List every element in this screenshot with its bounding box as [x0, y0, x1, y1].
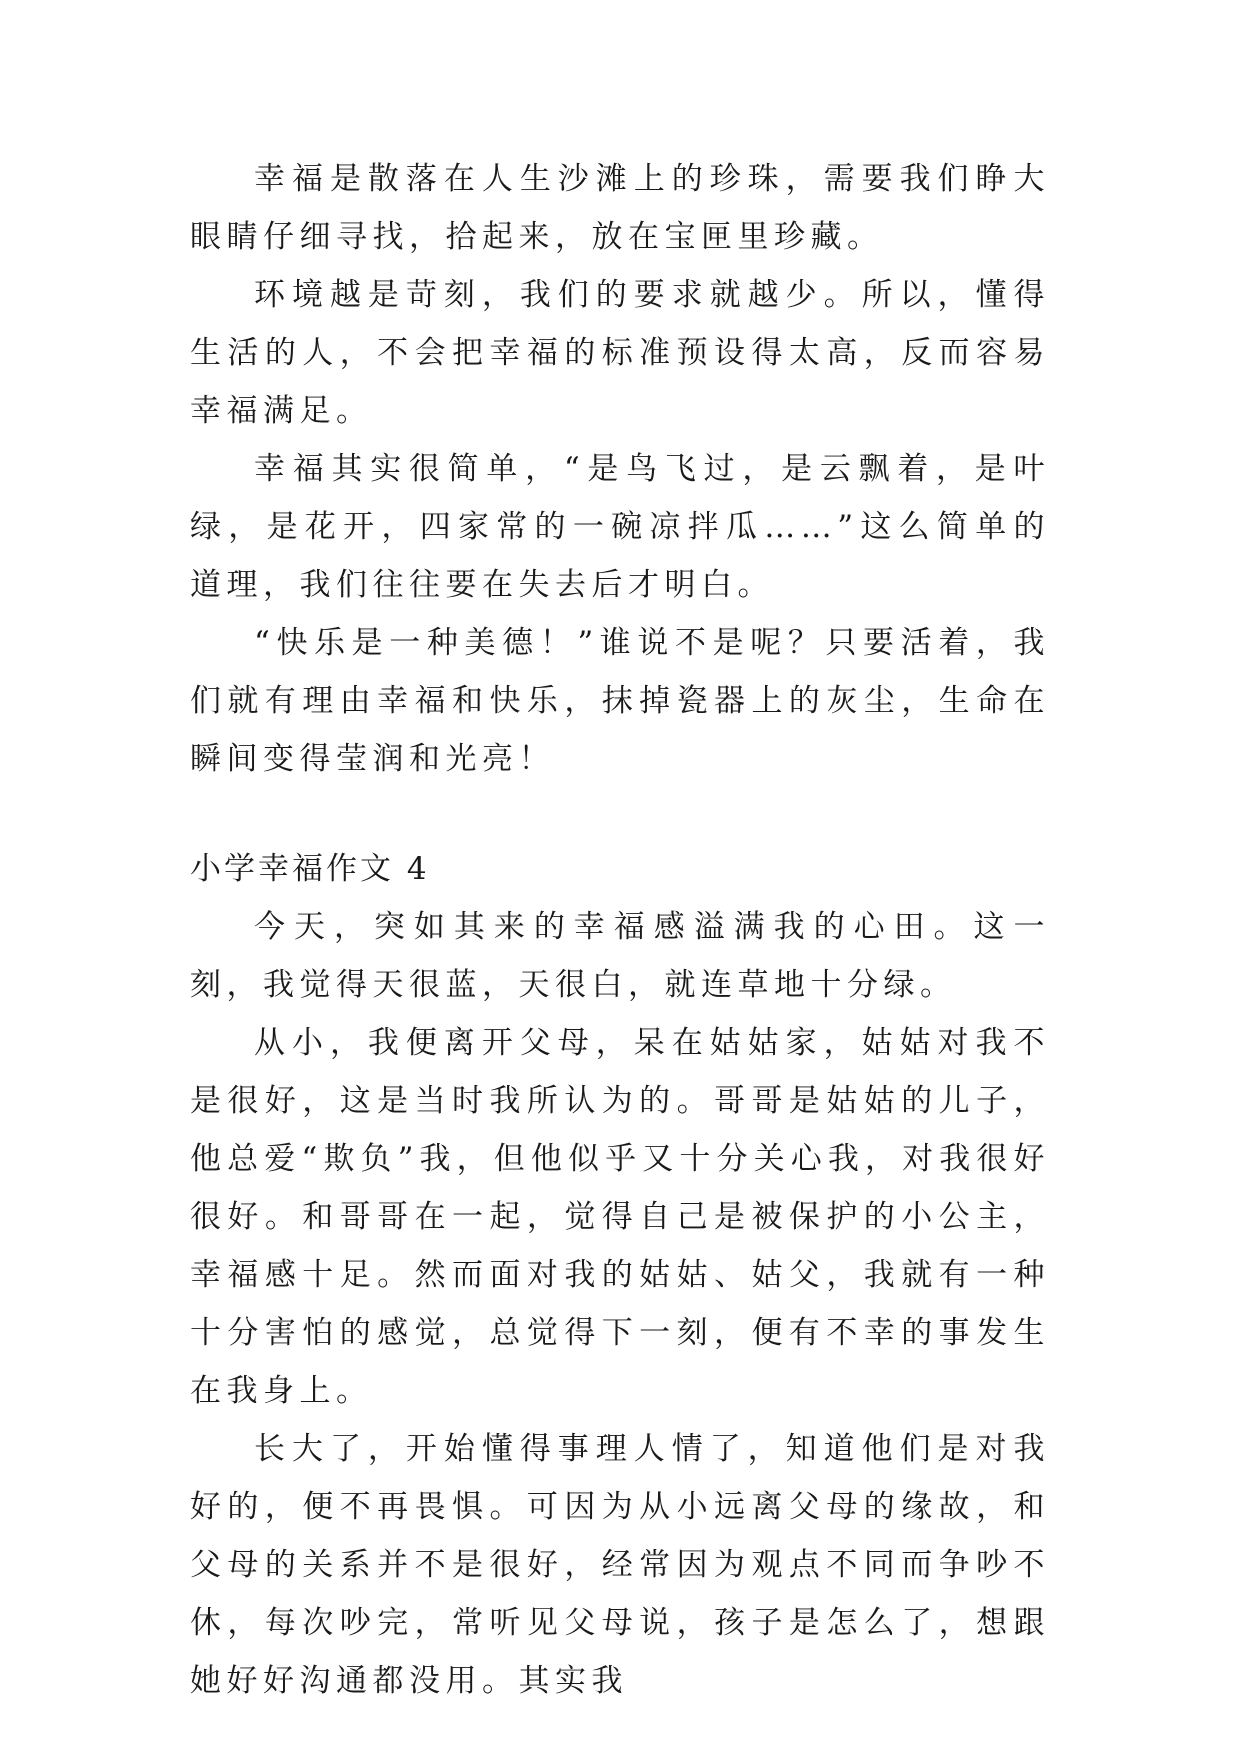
section-title: 小学幸福作文 4 — [190, 851, 430, 887]
paragraph-pearls: 幸福是散落在人生沙滩上的珍珠，需要我们睁大眼睛仔细寻找，拾起来，放在宝匣里珍藏。 — [190, 161, 1050, 255]
paragraph-environment: 环境越是苛刻，我们的要求就越少。所以，懂得生活的人，不会把幸福的标准预设得太高，反而容易幸福满足。 — [190, 277, 1050, 429]
paragraph-childhood: 从小，我便离开父母，呆在姑姑家，姑姑对我不是很好，这是当时我所认为的。哥哥是姑姑的儿子，他总爱“欺负”我，但他似乎又十分关心我，对我很好很好。和哥哥在一起，觉得自己是被保护的小公主，幸福感十足。然而面对我的姑姑、姑父，我就有一种十分害怕的感觉，总觉得下一刻，便有不幸的事发生在我身上。 — [190, 1025, 1050, 1409]
paragraph-growing-up: 长大了，开始懂得事理人情了，知道他们是对我好的，便不再畏惧。可因为从小远离父母的缘故，和父母的关系并不是很好，经常因为观点不同而争吵不休，每次吵完，常听见父母说，孩子是怎么了，想跟她好好沟通都没用。其实我 — [190, 1431, 1050, 1699]
paragraph-today: 今天，突如其来的幸福感溢满我的心田。这一刻，我觉得天很蓝，天很白，就连草地十分绿。 — [190, 909, 1050, 1003]
document-page — [190, 150, 1050, 1710]
paragraph-joy-virtue: “快乐是一种美德！”谁说不是呢？只要活着，我们就有理由幸福和快乐，抹掉瓷器上的灰尘，生命在瞬间变得莹润和光亮！ — [190, 625, 1050, 777]
paragraph-simple-happiness: 幸福其实很简单，“是鸟飞过，是云飘着，是叶绿，是花开，四家常的一碗凉拌瓜……”这么简单的道理，我们往往要在失去后才明白。 — [190, 451, 1050, 603]
